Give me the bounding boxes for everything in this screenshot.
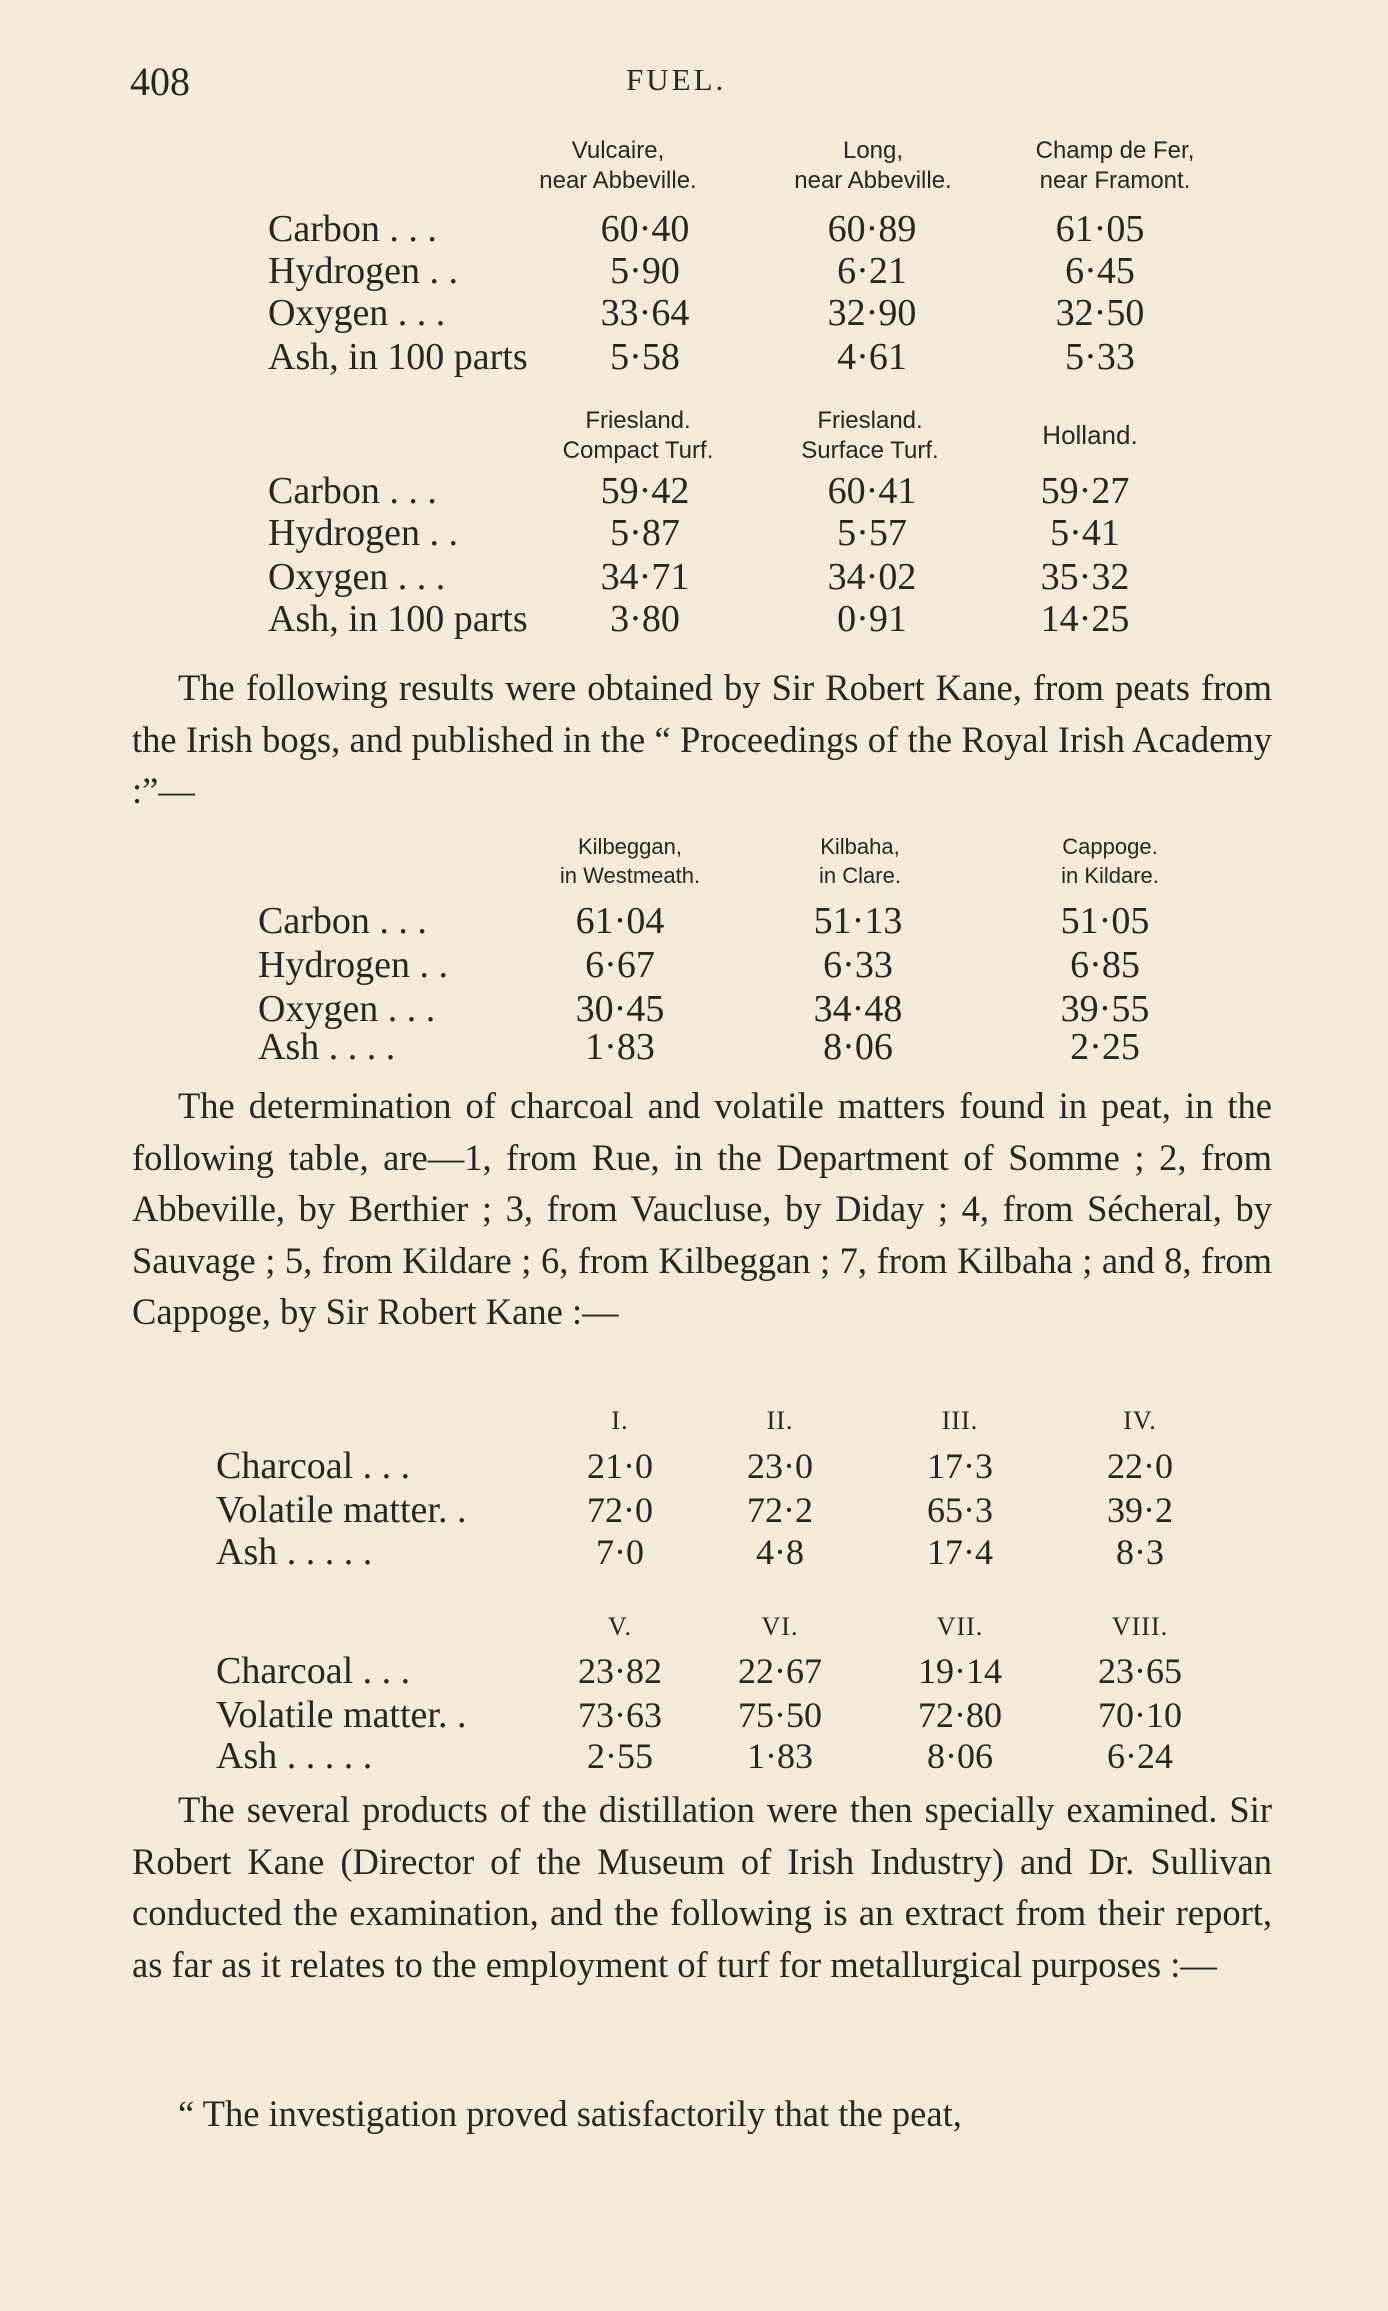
cell-value: 39·2 [1107,1490,1173,1530]
cell-value: 7·0 [596,1532,644,1572]
column-header: Kilbeggan, in Westmeath. [559,834,701,888]
row-label: Carbon . . . [258,900,427,942]
cell-value: 51·05 [1060,900,1150,942]
cell-value: 34·48 [813,988,903,1030]
cell-value: 72·2 [747,1490,813,1530]
cell-value: 17·4 [927,1532,993,1572]
row-label: Ash . . . . [258,1026,396,1068]
column-header: Cappoge. in Kildare. [1061,834,1159,888]
cell-value: 51·13 [813,900,903,942]
cell-value: 8·06 [927,1736,993,1776]
cell-value: 60·40 [600,208,690,250]
cell-value: 2·55 [587,1736,653,1776]
running-title: FUEL. [626,62,727,97]
paragraph: The following results were obtained by Sir Robert Kane, from peats from the Irish bogs, and published in the “ Proceedings of the Royal Irish Academy :”— [132,667,1272,811]
page-number: 408 [130,59,190,104]
cell-value: 1·83 [585,1026,655,1068]
cell-value: 17·3 [927,1446,993,1486]
cell-value: 61·04 [575,900,665,942]
column-header: Long, near Abbeville. [794,137,952,194]
row-label: Hydrogen . . [258,944,448,986]
cell-value: 5·58 [610,336,680,378]
cell-value: 1·83 [747,1736,813,1776]
cell-value: 60·89 [827,208,917,250]
cell-value: 0·91 [837,598,907,640]
cell-value: 22·0 [1107,1446,1173,1486]
cell-value: 60·41 [827,470,917,512]
row-label: Carbon . . . [268,208,437,250]
row-label: Oxygen . . . [268,292,446,334]
row-label: Oxygen . . . [258,988,436,1030]
row-label: Hydrogen . . [268,250,458,292]
column-header: IV. [1123,1406,1157,1435]
cell-value: 23·0 [747,1446,813,1486]
row-label: Ash, in 100 parts [268,598,528,640]
row-label: Volatile matter. . [216,1694,467,1736]
cell-value: 6·85 [1070,944,1140,986]
cell-value: 34·71 [600,556,690,598]
cell-value: 35·32 [1040,556,1130,598]
cell-value: 5·90 [610,250,680,292]
cell-value: 6·21 [837,250,907,292]
paragraph: The several products of the distillation were then specially examined. Sir Robert Kane (Director of the Museum of Irish Industry) and Dr. Sullivan conducted the examination, and the following is an extract from their report, as far as it relates to the employment of turf for metallurgical purposes :— [132,1789,1272,1985]
cell-value: 72·0 [587,1490,653,1530]
column-header: I. [611,1406,629,1435]
row-label: Ash, in 100 parts [268,336,528,378]
cell-value: 22·67 [738,1651,822,1691]
cell-value: 32·90 [827,292,917,334]
cell-value: 30·45 [575,988,665,1030]
cell-value: 59·27 [1040,470,1130,512]
cell-value: 39·55 [1060,988,1150,1030]
cell-value: 5·41 [1050,512,1120,554]
cell-value: 6·33 [823,944,893,986]
column-header: Holland. [1042,420,1138,450]
cell-value: 6·45 [1065,250,1135,292]
cell-value: 2·25 [1070,1026,1140,1068]
cell-value: 75·50 [738,1695,822,1735]
paragraph: The determination of charcoal and volatile matters found in peat, in the following table, are—1, from Rue, in the Department of Somme ; 2, from Abbeville, by Berthier ; 3, from Vaucluse, by Diday ; 4, from Sécheral, by Sauvage ; 5, from Kildare ; 6, from Kilbeggan ; 7, from Kilbaha ; and 8, from Cappoge, by Sir Robert Kane :— [132,1085,1272,1332]
cell-value: 70·10 [1098,1695,1182,1735]
cell-value: 3·80 [610,598,680,640]
cell-value: 5·87 [610,512,680,554]
cell-value: 5·57 [837,512,907,554]
column-header: V. [608,1612,632,1641]
cell-value: 5·33 [1065,336,1135,378]
column-header: VII. [936,1612,984,1641]
column-header: Friesland. Surface Turf. [801,407,939,464]
column-header: VIII. [1111,1612,1169,1641]
cell-value: 65·3 [927,1490,993,1530]
column-header: II. [766,1406,794,1435]
column-header: Champ de Fer, near Framont. [1035,137,1195,194]
cell-value: 73·63 [578,1695,662,1735]
cell-value: 4·8 [756,1532,804,1572]
row-label: Ash . . . . . [216,1531,373,1573]
cell-value: 14·25 [1040,598,1130,640]
row-label: Hydrogen . . [268,512,458,554]
cell-value: 72·80 [918,1695,1002,1735]
column-header: VI. [761,1612,799,1641]
column-header: Vulcaire, near Abbeville. [539,137,697,194]
row-label: Volatile matter. . [216,1489,467,1531]
cell-value: 32·50 [1055,292,1145,334]
cell-value: 59·42 [600,470,690,512]
row-label: Charcoal . . . [216,1445,411,1487]
cell-value: 34·02 [827,556,917,598]
cell-value: 6·24 [1107,1736,1173,1776]
row-label: Carbon . . . [268,470,437,512]
cell-value: 6·67 [585,944,655,986]
row-label: Charcoal . . . [216,1650,411,1692]
column-header: III. [941,1406,979,1435]
row-label: Ash . . . . . [216,1735,373,1777]
row-label: Oxygen . . . [268,556,446,598]
cell-value: 23·82 [578,1651,662,1691]
cell-value: 8·3 [1116,1532,1164,1572]
cell-value: 61·05 [1055,208,1145,250]
cell-value: 23·65 [1098,1651,1182,1691]
paragraph: “ The investigation proved satisfactorily that the peat, [178,2093,962,2134]
cell-value: 21·0 [587,1446,653,1486]
column-header: Kilbaha, in Clare. [819,834,901,888]
cell-value: 8·06 [823,1026,893,1068]
cell-value: 19·14 [918,1651,1002,1691]
column-header: Friesland. Compact Turf. [562,407,714,464]
cell-value: 33·64 [600,292,690,334]
cell-value: 4·61 [837,336,907,378]
